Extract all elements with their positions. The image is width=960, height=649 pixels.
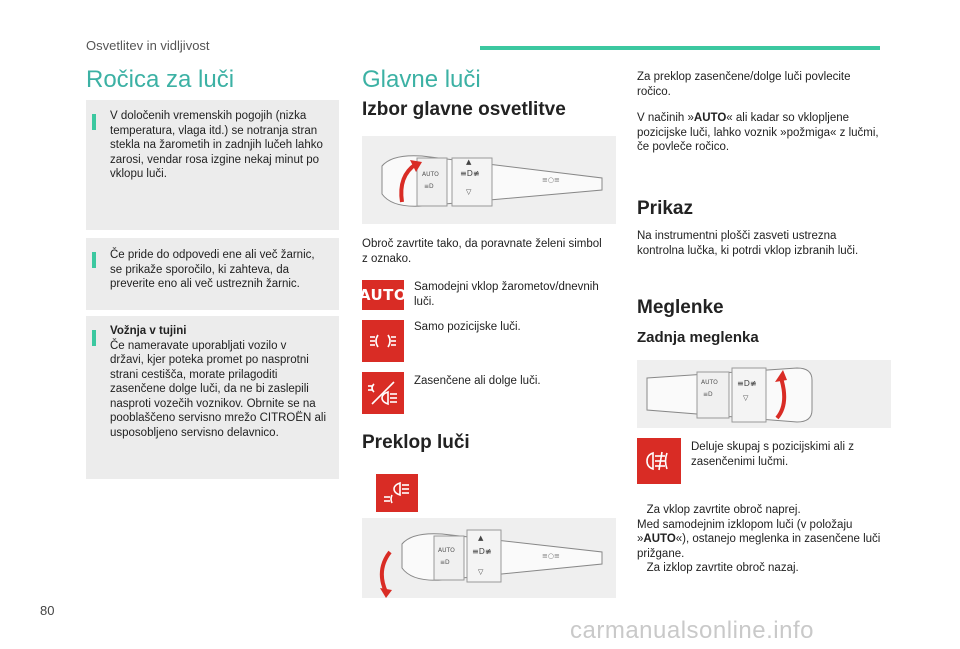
switch-intro-text: Za preklop zasenčene/dolge luči povlecite ročico. — [637, 71, 851, 98]
subsection-title-rear-fog: Zadnja meglenka — [637, 329, 759, 346]
svg-text:≡○≡: ≡○≡ — [542, 552, 560, 560]
svg-text:≡D≢: ≡D≢ — [460, 169, 480, 178]
page-number: 80 — [40, 603, 55, 618]
svg-text:≡D: ≡D — [424, 183, 434, 190]
light-stalk-pull-illustration — [362, 518, 616, 598]
subsection-title-selection: Izbor glavne osvetlitve — [362, 99, 566, 120]
note-text: Vožnja v tujini Če nameravate uporabljati vozilo v državi, kjer poteka promet po nasprotni strani cestišča, morate prilagoditi zasenčene dolge luči, da ne bi zaslepili nasproti vozečih voznikov. Obrnite se na pooblaščeno servisno mrežo CITROËN ali usposobljeno servisno delavnico. — [110, 325, 327, 439]
fog-stalk-illustration — [637, 360, 891, 428]
section-title-headlights: Glavne luči — [362, 66, 481, 93]
note-marker-icon — [92, 330, 96, 346]
section-label: Osvetlitev in vidljivost — [86, 38, 210, 53]
svg-text:▽: ▽ — [466, 188, 472, 196]
mode-auto-text: Samodejni vklop žarometov/dnevnih luči. — [414, 281, 599, 308]
subsection-title-switch: Preklop luči — [362, 432, 470, 453]
svg-text:≡D≢: ≡D≢ — [737, 379, 757, 388]
svg-text:▲: ▲ — [478, 534, 484, 542]
auto-icon: AUTO — [362, 280, 404, 310]
light-stalk-illustration — [362, 136, 616, 224]
svg-text:AUTO: AUTO — [438, 547, 455, 554]
high-beam-icon — [376, 474, 418, 512]
mode-position-text: Samo pozicijske luči. — [414, 321, 521, 333]
watermark: carmanualsonline.info — [570, 617, 814, 644]
fog-stalk-drawing — [637, 360, 891, 428]
note-marker-icon — [92, 252, 96, 268]
svg-text:≡D: ≡D — [703, 391, 713, 398]
light-stalk-pull-drawing — [362, 518, 616, 598]
svg-text:AUTO: AUTO — [422, 171, 439, 178]
headlights-icon — [362, 372, 404, 414]
header-accent-bar — [480, 46, 880, 50]
note-text: V določenih vremenskih pogojih (nizka temperatura, vlaga itd.) se notranja stran stekla na žarometih in zadnjih lučeh lahko zarosi, vendar rosa izgine nekaj minut po vklopu luči. — [110, 110, 323, 180]
svg-text:▽: ▽ — [743, 394, 749, 402]
display-text: Na instrumentni plošči zasveti ustrezna kontrolna lučka, ki potrdi vklop izbranih luči. — [637, 230, 859, 257]
note-box-driving-abroad — [86, 316, 339, 479]
section-title-display: Prikaz — [637, 198, 693, 219]
note-box-bulb-failure — [86, 238, 339, 310]
light-stalk-drawing — [362, 136, 616, 224]
note-text: Če pride do odpovedi ene ali več žarnic, se prikaže sporočilo, ki zahteva, da preverite eno ali več ustreznih žarnic. — [110, 249, 315, 290]
svg-text:▽: ▽ — [478, 568, 484, 576]
svg-text:▲: ▲ — [466, 158, 472, 166]
svg-text:≡D≢: ≡D≢ — [472, 547, 492, 556]
note-marker-icon — [92, 114, 96, 130]
instruction-text: Obroč zavrtite tako, da poravnate želeni simbol z oznako. — [362, 238, 602, 265]
position-lights-icon — [362, 320, 404, 362]
flash-text: V načinih »AUTO« ali kadar so vklopljene pozicijske luči, lahko voznik »požmiga« z lučmi, če povleče ročico. — [637, 112, 879, 153]
rear-fog-icon — [637, 438, 681, 484]
svg-text:AUTO: AUTO — [701, 379, 718, 386]
page-title: Ročica za luči — [86, 66, 235, 93]
svg-text:≡D: ≡D — [440, 559, 450, 566]
note-box-condensation — [86, 100, 339, 230]
rear-fog-steps: Za vklop zavrtite obroč naprej. Med samodejnim izklopom luči (v položaju »AUTO«), ostanejo meglenka in zasenčene luči prižgane. Za izklop zavrtite obroč nazaj. — [637, 504, 881, 574]
svg-text:≡○≡: ≡○≡ — [542, 176, 560, 184]
rear-fog-description: Deluje skupaj s pozicijskimi ali z zasenčenimi lučmi. — [691, 441, 854, 468]
section-title-fog: Meglenke — [637, 297, 724, 318]
mode-headlights-text: Zasenčene ali dolge luči. — [414, 375, 541, 387]
